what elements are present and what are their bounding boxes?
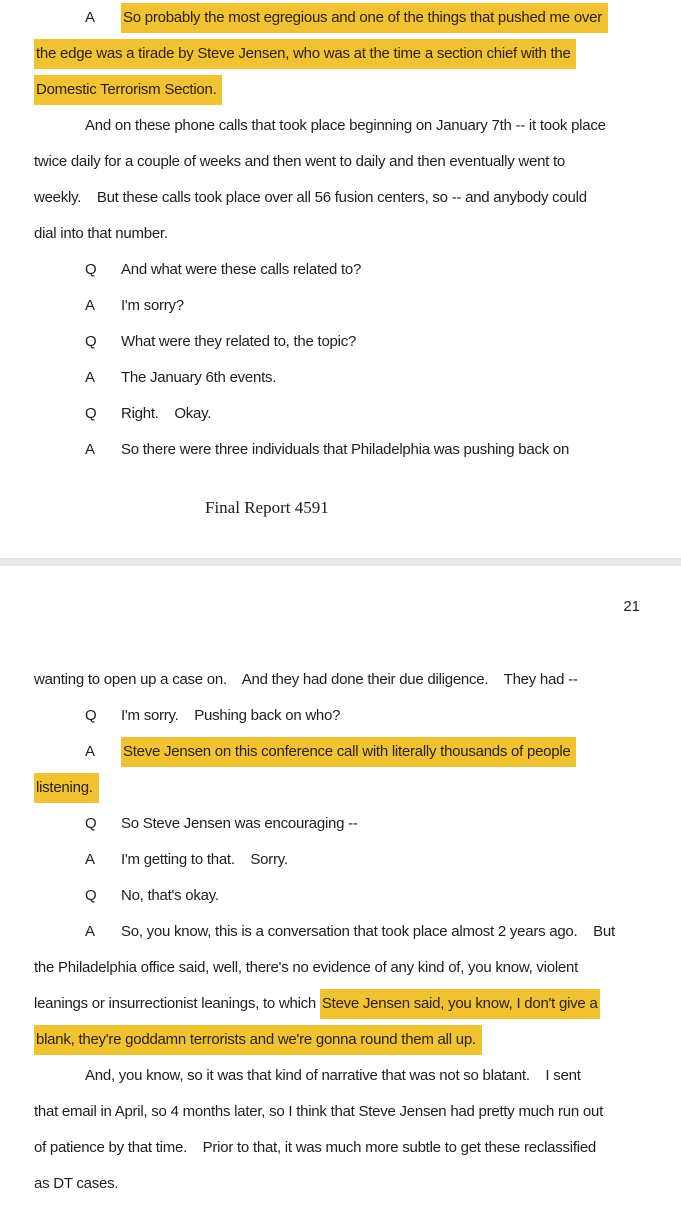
- text-segment: And on these phone calls that took place beginning on January 7th -- it took place: [85, 117, 606, 134]
- transcript-line: [0, 360, 681, 396]
- page-footer: [0, 496, 681, 520]
- page-1-body: [0, 0, 681, 468]
- text-segment: that email in April, so 4 months later, so I think that Steve Jensen had pretty much run out: [34, 1103, 603, 1120]
- transcript-line: [0, 144, 681, 180]
- text-segment: dial into that number.: [34, 225, 168, 242]
- page-number: 21: [623, 598, 640, 615]
- transcript-line: [0, 108, 681, 144]
- transcript-line: [0, 878, 681, 914]
- text-segment: I'm sorry?: [121, 297, 184, 314]
- transcript-line: [0, 324, 681, 360]
- text-segment: Right. Okay.: [121, 405, 212, 422]
- transcript-line: [0, 216, 681, 252]
- highlighted-text: blank, they're goddamn terrorists and we're gonna round them all up.: [34, 1025, 482, 1055]
- transcript-line: [0, 252, 681, 288]
- text-segment: No, that's okay.: [121, 887, 219, 904]
- text-segment: wanting to open up a case on. And they had done their due diligence. They had --: [34, 671, 578, 688]
- text-segment: What were they related to, the topic?: [121, 333, 357, 350]
- highlighted-text: Steve Jensen on this conference call with literally thousands of people: [121, 737, 576, 767]
- text-segment: And what were these calls related to?: [121, 261, 362, 278]
- speaker-marker: A: [85, 369, 95, 386]
- highlighted-text: the edge was a tirade by Steve Jensen, who was at the time a section chief with the: [34, 39, 576, 69]
- speaker-marker: Q: [85, 261, 97, 278]
- speaker-marker: A: [85, 9, 95, 26]
- speaker-marker: A: [85, 441, 95, 458]
- speaker-marker: Q: [85, 815, 97, 832]
- transcript-line: [0, 770, 681, 806]
- page-break-divider: [0, 558, 681, 566]
- speaker-marker: Q: [85, 333, 97, 350]
- text-segment: the Philadelphia office said, well, there's no evidence of any kind of, you know, violent: [34, 959, 579, 976]
- transcript-line: [0, 698, 681, 734]
- text-segment: And, you know, so it was that kind of narrative that was not so blatant. I sent: [85, 1067, 581, 1084]
- transcript-line: [0, 734, 681, 770]
- transcript-line: [0, 396, 681, 432]
- highlighted-text: So probably the most egregious and one of the things that pushed me over: [121, 3, 608, 33]
- transcript-line: [0, 432, 681, 468]
- transcript-line: [0, 806, 681, 842]
- text-segment: So there were three individuals that Philadelphia was pushing back on: [121, 441, 570, 458]
- transcript-line: [0, 1166, 681, 1202]
- page-2-body: [0, 662, 681, 1202]
- transcript-line: [0, 1094, 681, 1130]
- transcript-line: [0, 986, 681, 1022]
- text-segment: twice daily for a couple of weeks and then went to daily and then eventually went to: [34, 153, 566, 170]
- speaker-marker: Q: [85, 405, 97, 422]
- text-segment: as DT cases.: [34, 1175, 119, 1192]
- text-segment: I'm sorry. Pushing back on who?: [121, 707, 341, 724]
- text-segment: The January 6th events.: [121, 369, 277, 386]
- transcript-line: [0, 1058, 681, 1094]
- transcript-line: [0, 662, 681, 698]
- transcript-line: [0, 0, 681, 36]
- speaker-marker: Q: [85, 887, 97, 904]
- speaker-marker: A: [85, 851, 95, 868]
- transcript-line: [0, 914, 681, 950]
- text-segment: weekly. But these calls took place over all 56 fusion centers, so -- and anybody could: [34, 189, 587, 206]
- transcript-line: [0, 36, 681, 72]
- speaker-marker: A: [85, 923, 95, 940]
- text-segment: So, you know, this is a conversation that took place almost 2 years ago. But: [121, 923, 615, 940]
- transcript-line: [0, 1130, 681, 1166]
- text-segment: So Steve Jensen was encouraging --: [121, 815, 358, 832]
- transcript-line: [0, 950, 681, 986]
- transcript-line: [0, 842, 681, 878]
- text-segment: I'm getting to that. Sorry.: [121, 851, 288, 868]
- speaker-marker: A: [85, 743, 95, 760]
- transcript-page-1: [0, 0, 681, 520]
- transcript-page-2: [0, 596, 681, 1202]
- transcript-line: [0, 1022, 681, 1058]
- speaker-marker: A: [85, 297, 95, 314]
- text-segment: leanings or insurrectionist leanings, to which: [34, 995, 320, 1012]
- highlighted-text: Domestic Terrorism Section.: [34, 75, 222, 105]
- transcript-line: [0, 180, 681, 216]
- transcript-line: [0, 288, 681, 324]
- footer-label: Final Report 4591: [205, 498, 329, 517]
- transcript-line: [0, 72, 681, 108]
- speaker-marker: Q: [85, 707, 97, 724]
- text-segment: of patience by that time. Prior to that, it was much more subtle to get these reclassified: [34, 1139, 597, 1156]
- page-number-line: [0, 596, 681, 618]
- highlighted-text: listening.: [34, 773, 99, 803]
- highlighted-text: Steve Jensen said, you know, I don't give a: [320, 989, 600, 1019]
